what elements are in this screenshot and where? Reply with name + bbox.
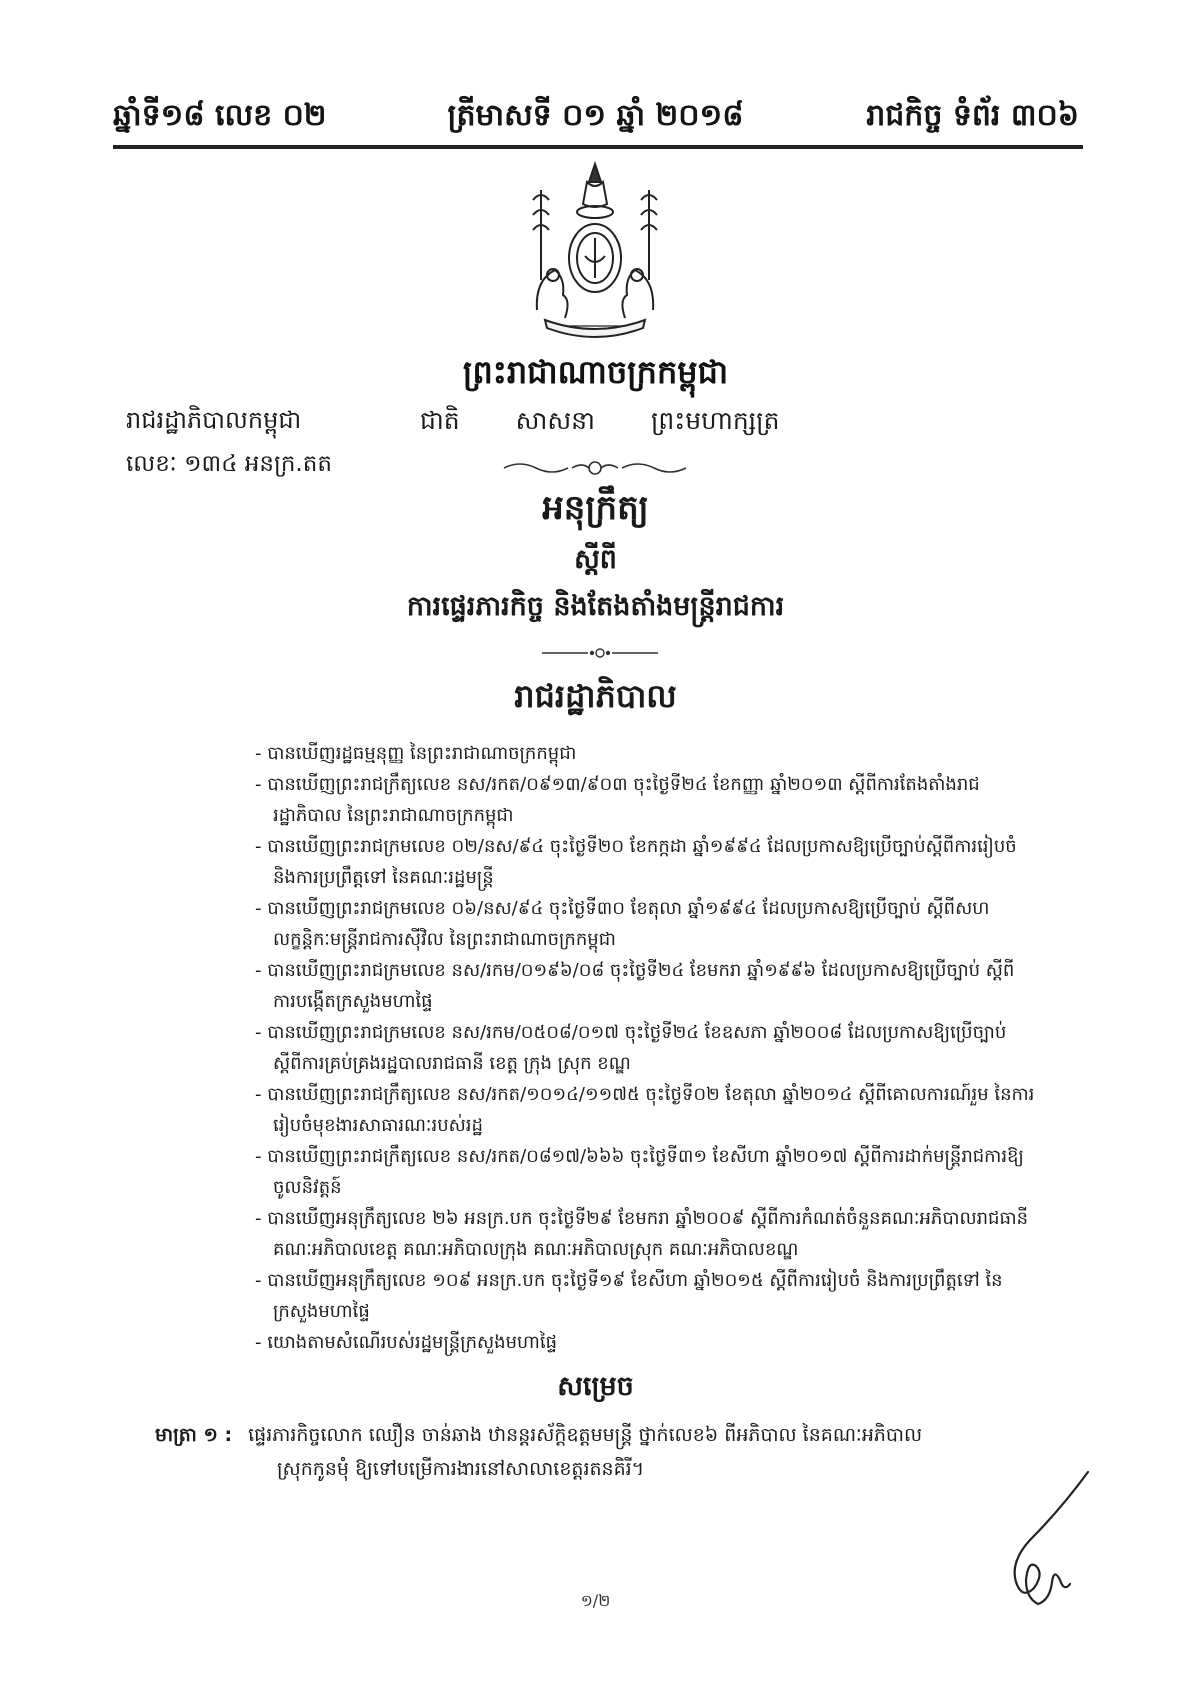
small-divider-icon bbox=[540, 646, 660, 660]
reference-item: - បានឃើញអនុក្រឹត្យលេខ ១០៩ អនក្រ.បក ចុះថ្ងៃទី១៩ ខែសីហា ឆ្នាំ២០១៥ ស្តីពីការរៀបចំ និងការប្រព្រឹត្តទៅ នៃក្រសួងមហាផ្ទៃ bbox=[255, 1265, 1035, 1327]
motto-religion: សាសនា bbox=[515, 406, 595, 435]
reference-item: - បានឃើញព្រះរាជក្រឹត្យលេខ នស/រកត/០៨១៧/៦៦៦ ចុះថ្ងៃទី៣១ ខែសីហា ឆ្នាំ២០១៧ ស្តីពីការដាក់មន្ត្រីរាជការឱ្យចូលនិវត្តន៍ bbox=[255, 1141, 1035, 1203]
decision-heading: សម្រេច bbox=[557, 1371, 634, 1402]
gazette-quarter: ត្រីមាសទី ០១ ឆ្នាំ ២០១៨ bbox=[447, 98, 744, 133]
reference-item: - បានឃើញព្រះរាជក្រមលេខ ០៦/នស/៩៤ ចុះថ្ងៃទី៣០ ខែតុលា ឆ្នាំ១៩៩៤ ដែលប្រកាសឱ្យប្រើច្បាប់ ស្តីពីសហលក្ខន្តិកៈមន្ត្រីរាជការស៊ីវិល នៃព្រះរាជាណាចក្រកម្ពុជា bbox=[255, 893, 1035, 955]
legal-references-list bbox=[255, 738, 1035, 1358]
reference-item: - យោងតាមសំណើរបស់រដ្ឋមន្ត្រីក្រសួងមហាផ្ទៃ bbox=[255, 1327, 1035, 1358]
motto-king: ព្រះមហាក្សត្រ bbox=[650, 406, 780, 435]
reference-item: - បានឃើញអនុក្រឹត្យលេខ ២៦ អនក្រ.បក ចុះថ្ងៃទី២៩ ខែមករា ឆ្នាំ២០០៩ ស្តីពីការកំណត់ចំនួនគណៈអភិបាលរាជធានី គណៈអភិបាលខេត្ត គណៈអភិបាលក្រុង គណៈអភិបាលស្រុក គណៈអភិបាលខណ្ឌ bbox=[255, 1203, 1035, 1265]
reference-item: - បានឃើញព្រះរាជក្រមលេខ នស/រកម/០៥០៨/០១៧ ចុះថ្ងៃទី២៤ ខែឧសភា ឆ្នាំ២០០៨ ដែលប្រកាសឱ្យប្រើច្បាប់ ស្តីពីការគ្រប់គ្រងរដ្ឋបាលរាជធានី ខេត្ត ក្រុង ស្រុក ខណ្ឌ bbox=[255, 1017, 1035, 1079]
document-type: អនុក្រឹត្យ bbox=[542, 488, 649, 528]
gazette-page: រាជកិច្ច ទំព័រ ៣០៦ bbox=[866, 98, 1079, 133]
ornament-divider-icon bbox=[500, 458, 690, 478]
reference-item: - បានឃើញព្រះរាជក្រឹត្យលេខ នស/រកត/០៩១៣/៩០៣ ចុះថ្ងៃទី២៤ ខែកញ្ញា ឆ្នាំ២០១៣ ស្តីពីការតែងតាំងរាជរដ្ឋាភិបាល នៃព្រះរាជាណាចក្រកម្ពុជា bbox=[255, 769, 1035, 831]
reference-item: - បានឃើញរដ្ឋធម្មនុញ្ញ នៃព្រះរាជាណាចក្រកម្ពុជា bbox=[255, 738, 1035, 769]
article-1 bbox=[155, 1418, 1035, 1486]
motto-nation: ជាតិ bbox=[420, 406, 460, 435]
page-number: ១/២ bbox=[580, 1591, 611, 1610]
about-label: ស្តីពី bbox=[574, 544, 617, 575]
issuing-authority: រាជរដ្ឋាភិបាល bbox=[514, 677, 677, 715]
national-motto bbox=[420, 406, 1020, 442]
gazette-issue: ឆ្នាំទី១៨ លេខ ០២ bbox=[113, 98, 327, 133]
document-subject: ការផ្ទេរភារកិច្ច និងតែងតាំងមន្ត្រីរាជការ bbox=[406, 591, 785, 622]
kingdom-name: ព្រះរាជាណាចក្រកម្ពុជា bbox=[462, 353, 729, 391]
article-text-line2: ស្រុកកូនមុំ ឱ្យទៅបម្រើការងារនៅសាលាខេត្តរតនគិរី។ bbox=[277, 1458, 645, 1480]
reference-item: - បានឃើញព្រះរាជក្រឹត្យលេខ នស/រកត/១០១៤/១១៧៥ ចុះថ្ងៃទី០២ ខែតុលា ឆ្នាំ២០១៤ ស្តីពីគោលការណ៍រួម នៃការរៀបចំមុខងារសាធារណៈរបស់រដ្ឋ bbox=[255, 1079, 1035, 1141]
article-text-line1: ផ្ទេរភារកិច្ចលោក ឈឿន ចាន់ឆាង ឋានន្តរស័ក្តិឧត្តមមន្ត្រី ថ្នាក់លេខ៦ ពីអភិបាល នៃគណៈអភិបាល bbox=[248, 1424, 923, 1446]
reference-item: - បានឃើញព្រះរាជក្រមលេខ ០២/នស/៩៤ ចុះថ្ងៃទី២០ ខែកក្កដា ឆ្នាំ១៩៩៤ ដែលប្រកាសឱ្យប្រើច្បាប់ស្តីពីការរៀបចំ និងការប្រព្រឹត្តទៅ នៃគណៈរដ្ឋមន្ត្រី bbox=[255, 831, 1035, 893]
royal-coat-of-arms-icon bbox=[515, 160, 675, 340]
issuing-ministry: រាជរដ្ឋាភិបាលកម្ពុជា bbox=[126, 406, 302, 434]
reference-item: - បានឃើញព្រះរាជក្រមលេខ នស/រកម/០១៩៦/០៨ ចុះថ្ងៃទី២៤ ខែមករា ឆ្នាំ១៩៩៦ ដែលប្រកាសឱ្យប្រើច្បាប់ ស្តីពីការបង្កើតក្រសួងមហាផ្ទៃ bbox=[255, 955, 1035, 1017]
document-number: លេខៈ ១៣៤ អនក្រ.តត bbox=[126, 451, 332, 477]
signature-icon bbox=[990, 1470, 1100, 1610]
article-label: មាត្រា ១ : bbox=[155, 1424, 233, 1446]
header-divider bbox=[113, 145, 1083, 149]
